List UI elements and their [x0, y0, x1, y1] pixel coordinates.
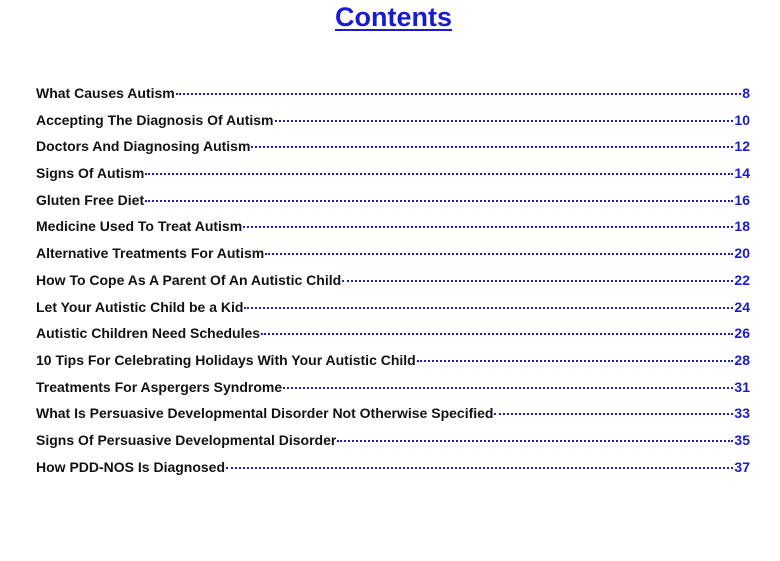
dot-leader	[243, 226, 733, 228]
toc-entry-label: Signs Of Persuasive Developmental Disorder	[36, 431, 337, 448]
toc-entry-label: Medicine Used To Treat Autism	[36, 218, 243, 235]
toc-entry[interactable]	[36, 165, 750, 192]
toc-entry-label: 10 Tips For Celebrating Holidays With Your Autistic Child	[36, 351, 416, 368]
toc-entry-label: What Is Persuasive Developmental Disorder Not Otherwise Specified	[36, 405, 494, 422]
dot-leader	[251, 146, 733, 148]
toc-entry-page-number[interactable]: 22	[734, 271, 750, 288]
dot-leader	[145, 173, 733, 175]
toc-entry[interactable]	[36, 85, 750, 112]
toc-entry[interactable]	[36, 325, 750, 352]
toc-entry[interactable]	[36, 272, 750, 299]
toc-entry-page-number[interactable]: 31	[734, 378, 750, 395]
toc-entry-page-number[interactable]: 18	[734, 218, 750, 235]
toc-entry-label: Accepting The Diagnosis Of Autism	[36, 111, 274, 128]
toc-entry-page-number[interactable]: 35	[734, 431, 750, 448]
dot-leader	[261, 333, 733, 335]
toc-entry-label: What Causes Autism	[36, 85, 175, 101]
table-of-contents	[36, 85, 750, 485]
toc-entry[interactable]	[36, 432, 750, 459]
toc-entry[interactable]	[36, 192, 750, 219]
toc-entry[interactable]	[36, 459, 750, 486]
toc-entry-page-number[interactable]: 8	[742, 85, 750, 101]
toc-entry-page-number[interactable]: 14	[734, 165, 750, 182]
toc-entry-page-number[interactable]: 26	[734, 325, 750, 342]
toc-entry[interactable]	[36, 138, 750, 165]
toc-entry[interactable]	[36, 352, 750, 379]
dot-leader	[145, 200, 733, 202]
toc-entry[interactable]	[36, 299, 750, 326]
dot-leader	[342, 280, 733, 282]
dot-leader	[283, 387, 733, 389]
toc-entry-page-number[interactable]: 28	[734, 351, 750, 368]
toc-entry-label: Alternative Treatments For Autism	[36, 245, 265, 262]
toc-entry-page-number[interactable]: 12	[734, 138, 750, 155]
toc-entry-label: Gluten Free Diet	[36, 191, 145, 208]
toc-entry-page-number[interactable]: 16	[734, 191, 750, 208]
toc-entry-label: Autistic Children Need Schedules	[36, 325, 261, 342]
toc-entry-page-number[interactable]: 33	[734, 405, 750, 422]
dot-leader	[337, 440, 733, 442]
toc-entry-label: Signs Of Autism	[36, 165, 145, 182]
toc-entry[interactable]	[36, 245, 750, 272]
toc-entry-page-number[interactable]: 24	[734, 298, 750, 315]
toc-entry-page-number[interactable]: 37	[734, 458, 750, 475]
toc-entry-label: How To Cope As A Parent Of An Autistic Child	[36, 271, 342, 288]
toc-entry-label: How PDD-NOS Is Diagnosed	[36, 458, 226, 475]
toc-entry[interactable]	[36, 405, 750, 432]
toc-entry-page-number[interactable]: 20	[734, 245, 750, 262]
toc-entry[interactable]	[36, 218, 750, 245]
dot-leader	[176, 93, 741, 95]
dot-leader	[417, 360, 734, 362]
dot-leader	[275, 120, 734, 122]
dot-leader	[494, 413, 733, 415]
toc-entry[interactable]	[36, 379, 750, 406]
toc-entry-label: Doctors And Diagnosing Autism	[36, 138, 251, 155]
dot-leader	[244, 307, 733, 309]
dot-leader	[265, 253, 733, 255]
toc-entry-label: Treatments For Aspergers Syndrome	[36, 378, 283, 395]
page-title[interactable]: Contents	[335, 2, 452, 32]
toc-entry-page-number[interactable]: 10	[734, 111, 750, 128]
toc-entry[interactable]	[36, 112, 750, 139]
dot-leader	[226, 467, 733, 469]
toc-entry-label: Let Your Autistic Child be a Kid	[36, 298, 244, 315]
